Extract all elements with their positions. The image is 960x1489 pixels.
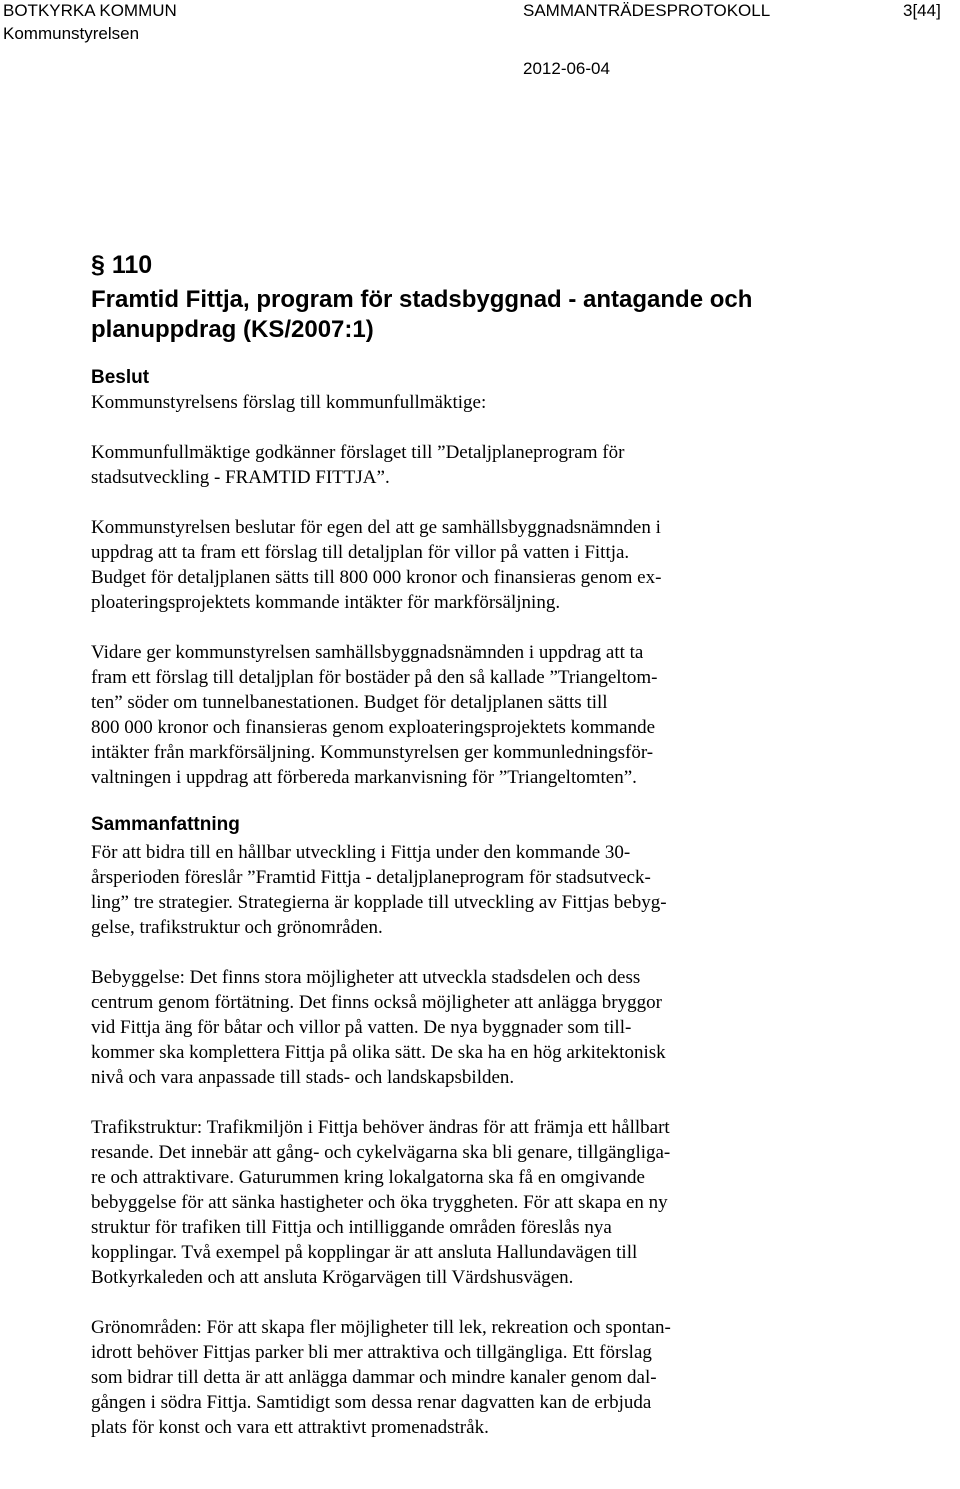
text-line: ploateringsprojektets kommande intäkter för markförsäljning. [91, 592, 561, 613]
meeting-date: 2012-06-04 [523, 59, 610, 78]
page-number: 3[44] [903, 1, 941, 20]
section-title-line: planuppdrag (KS/2007:1) [91, 316, 374, 343]
protocol-title: SAMMANTRÄDESPROTOKOLL [523, 1, 771, 20]
trafikstruktur-paragraph [91, 1115, 811, 1290]
text-line: uppdrag att ta fram ett förslag till detaljplan för villor på vatten i Fittja. [91, 542, 630, 563]
beslut-intro: Kommunstyrelsens förslag till kommunfullmäktige: [91, 392, 487, 413]
section-title-line: Framtid Fittja, program för stadsbyggnad - antagande och [91, 286, 753, 313]
document-body [91, 250, 811, 1440]
sammanfattning-paragraph-1 [91, 840, 811, 940]
text-line: Kommunstyrelsen beslutar för egen del att ge samhällsbyggnadsnämnden i [91, 517, 661, 538]
section-number: 110 [111, 251, 153, 279]
municipality-name: BOTKYRKA KOMMUN [3, 1, 177, 20]
text-line: Botkyrkaleden och att ansluta Krögarvägen till Värdshusvägen. [91, 1267, 574, 1288]
bebyggelse-paragraph [91, 965, 811, 1090]
text-line: valtningen i uppdrag att förbereda markanvisning för ”Triangeltomten”. [91, 767, 637, 788]
beslut-paragraph-2 [91, 515, 811, 615]
paragraph-symbol: § [91, 251, 105, 279]
text-line: Bebyggelse: Det finns stora möjligheter att utveckla stadsdelen och dess [91, 967, 641, 988]
text-line: intäkter från markförsäljning. Kommunstyrelsen ger kommunledningsför- [91, 742, 654, 763]
text-line: nivå och vara anpassade till stads- och landskapsbilden. [91, 1067, 515, 1088]
section-title [91, 285, 811, 345]
text-line: årsperioden föreslår ”Framtid Fittja - detaljplaneprogram för stadsutveck- [91, 867, 651, 888]
text-line: centrum genom förtätning. Det finns också möjligheter att anlägga bryggor [91, 992, 662, 1013]
committee-name: Kommunstyrelsen [3, 24, 140, 43]
text-line: fram ett förslag till detaljplan för bostäder på den så kallade ”Triangeltom- [91, 667, 658, 688]
gronomraden-paragraph [91, 1315, 811, 1440]
text-line: För att bidra till en hållbar utveckling i Fittja under den kommande 30- [91, 842, 631, 863]
text-line: Budget för detaljplanen sätts till 800 000 kronor och finansieras genom ex- [91, 567, 662, 588]
text-line: kommer ska komplettera Fittja på olika sätt. De ska ha en hög arkitektonisk [91, 1042, 666, 1063]
text-line: Grönområden: För att skapa fler möjligheter till lek, rekreation och spontan- [91, 1317, 671, 1338]
text-line: plats för konst och vara ett attraktivt promenadstråk. [91, 1417, 489, 1438]
text-line: gelse, trafikstruktur och grönområden. [91, 917, 383, 938]
text-line: som bidrar till detta är att anlägga dammar och mindre kanaler genom dal- [91, 1367, 657, 1388]
text-line: resande. Det innebär att gång- och cykelvägarna ska bli genare, tillgängliga- [91, 1142, 671, 1163]
text-line: vid Fittja äng för båtar och villor på vatten. De nya byggnader som till- [91, 1017, 632, 1038]
text-line: gången i södra Fittja. Samtidigt som dessa renar dagvatten kan de erbjuda [91, 1392, 652, 1413]
text-line: ling” tre strategier. Strategierna är kopplade till utveckling av Fittjas bebyg- [91, 892, 667, 913]
text-line: Vidare ger kommunstyrelsen samhällsbyggnadsnämnden i uppdrag att ta [91, 642, 644, 663]
text-line: Kommunfullmäktige godkänner förslaget till ”Detaljplaneprogram för [91, 442, 625, 463]
beslut-heading: Beslut [91, 367, 150, 388]
text-line: 800 000 kronor och finansieras genom exploateringsprojektets kommande [91, 717, 656, 738]
section-number-line [91, 250, 811, 280]
text-line: ten” söder om tunnelbanestationen. Budget för detaljplanen sätts till [91, 692, 608, 713]
text-line: bebyggelse för att sänka hastigheter och öka tryggheten. För att skapa en ny [91, 1192, 668, 1213]
text-line: idrott behöver Fittjas parker bli mer attraktiva och tillgängliga. Ett förslag [91, 1342, 652, 1363]
sammanfattning-heading: Sammanfattning [91, 814, 240, 835]
text-line: stadsutveckling - FRAMTID FITTJA”. [91, 467, 390, 488]
beslut-paragraph-1 [91, 440, 811, 490]
text-line: Trafikstruktur: Trafikmiljön i Fittja behöver ändras för att främja ett hållbart [91, 1117, 670, 1138]
beslut-paragraph-3 [91, 640, 811, 790]
text-line: kopplingar. Två exempel på kopplingar är att ansluta Hallundavägen till [91, 1242, 638, 1263]
text-line: re och attraktivare. Gaturummen kring lokalgatorna ska få en omgivande [91, 1167, 645, 1188]
text-line: struktur för trafiken till Fittja och intilliggande områden föreslås nya [91, 1217, 612, 1238]
